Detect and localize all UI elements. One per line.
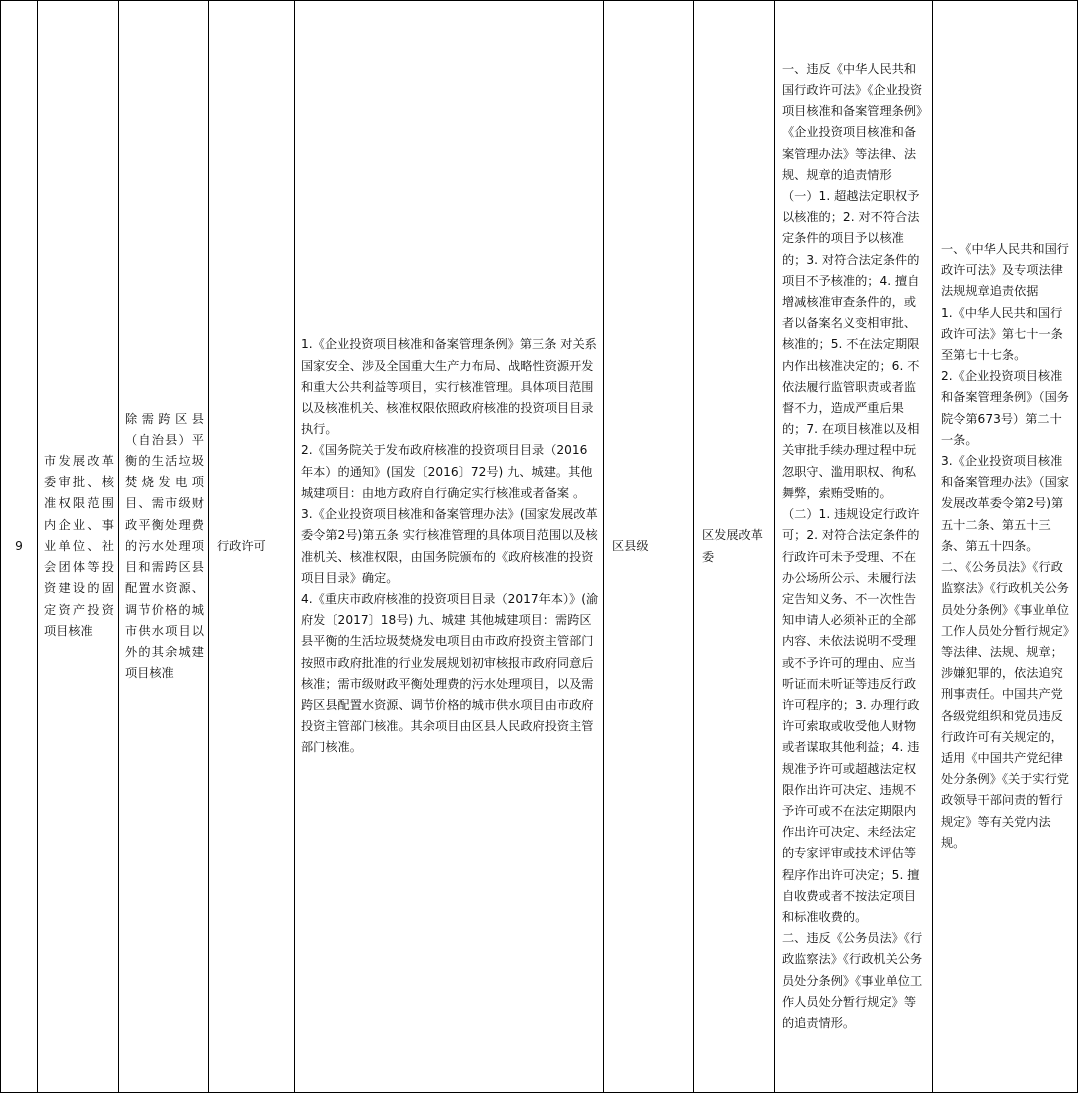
- power-type-cell: [209, 1, 295, 1093]
- liability-basis-cell: [933, 1, 1078, 1093]
- basis-item-2: 2.《国务院关于发布政府核准的投资项目目录（2016年本）的通知》(国发〔2016〕72号) 九、城建。其他城建项目：由地方政府自行确定实行核准或者备案 。: [301, 443, 593, 500]
- basis-item-4: 4.《重庆市政府核准的投资项目目录（2017年本）》(渝府发〔2017〕18号) 九、城建 其他城建项目：需跨区县平衡的生活垃圾焚烧发电项目由市政府投资主管部门按照市政府批准的行业发展规划初审核报市政府同意后核准；需市级财政平衡处理费的污水处理项目，以及需跨区县配置水资源、调节价格的城市供水项目由市政府投资主管部门核准。其余项目由区县人民政府投资主管部门核准。: [301, 591, 599, 755]
- implementing-body-text: 市发展改革委审批、核准权限范围内企业、事业单位、社会团体等投资建设的固定资产投资项目核准: [44, 454, 114, 638]
- liability-basis-2: 1.《中华人民共和国行政许可法》第七十一条至第七十七条。: [941, 305, 1063, 363]
- level-text: 区县级: [612, 538, 649, 553]
- level-cell: [604, 1, 694, 1093]
- row-number-cell: [1, 1, 38, 1093]
- basis-item-1: 1.《企业投资项目核准和备案管理条例》第三条 对关系国家安全、涉及全国重大生产力布局、战略性资源开发和重大公共利益等项目，实行核准管理。具体项目范围以及核准机关、核准权限依照政府核准的投资项目目录执行。: [301, 337, 597, 437]
- row-number: 9: [15, 538, 23, 553]
- liability-situation-4: 二、违反《公务员法》《行政监察法》《行政机关公务员处分条例》《事业单位工作人员处分暂行规定》等的追责情形。: [782, 931, 923, 1030]
- liability-situation-2: （一）1. 超越法定职权予以核准的；2. 对不符合法定条件的项目予以核准的；3. 对符合法定条件的项目不予核准的；4. 擅自增减核准审查条件的，或者以备案名义变相审批、核准的；5. 不在法定期限内作出核准决定的；6. 不依法履行监管职责或者监督不力，造成严重后果的；7. 在项目核准以及相关审批手续办理过程中玩忽职守、滥用职权、徇私舞弊，索贿受贿的。: [782, 189, 920, 500]
- item-name-cell: [119, 1, 209, 1093]
- department-text: 区发展改革委: [702, 528, 763, 564]
- liability-basis-3: 2.《企业投资项目核准和备案管理条例》（国务院令第673号）第二十一条。: [941, 369, 1069, 447]
- liability-basis-1: 一、《中华人民共和国行政许可法》及专项法律法规规章追责依据: [941, 242, 1069, 299]
- table-row: [1, 1, 1078, 1093]
- liability-basis-4: 3.《企业投资项目核准和备案管理办法》（国家发展改革委令第2号)第五十二条、第五十三条、第五十四条。: [941, 454, 1069, 553]
- basis-cell: [295, 1, 604, 1093]
- power-type-text: 行政许可: [217, 538, 266, 553]
- liability-situation-1: 一、违反《中华人民共和国行政许可法》《企业投资项目核准和备案管理条例》《企业投资项目核准和备案管理办法》等法律、法规、规章的追责情形: [782, 61, 923, 182]
- liability-basis-5: 二、《公务员法》《行政监察法》《行政机关公务员处分条例》《事业单位工作人员处分暂行规定》等法律、法规、规章；涉嫌犯罪的，依法追究刑事责任。中国共产党各级党组织和党员违反行政许可有关规定的，适用《中国共产党纪律处分条例》《关于实行党政领导干部问责的暂行规定》等有关党内法规。: [941, 560, 1069, 850]
- item-name-text: 除需跨区县（自治县）平衡的生活垃圾焚烧发电项目、需市级财政平衡处理费的污水处理项目和需跨区县配置水资源、调节价格的城市供水项目以外的其余城建项目核准: [125, 411, 204, 681]
- liability-situation-3: （二）1. 违规设定行政许可；2. 对符合法定条件的行政许可未予受理、不在办公场所公示、未履行法定告知义务、不一次性告知申请人必须补正的全部内容、未依法说明不受理或不予许可的理由、应当听证而未听证等违反行政许可程序的；3. 办理行政许可索取或收受他人财物或者谋取其他利益；4. 违规准予许可或超越法定权限作出许可决定、违规不予许可或不在法定期限内作出许可决定、未经法定的专家评审或技术评估等程序作出许可决定；5. 擅自收费或者不按法定项目和标准收费的。: [782, 507, 920, 924]
- liability-situations-cell: [775, 1, 933, 1093]
- basis-item-3: 3.《企业投资项目核准和备案管理办法》(国家发展改革委令第2号)第五条 实行核准管理的具体项目范围以及核准机关、核准权限，由国务院颁布的《政府核准的投资项目目录》确定。: [301, 507, 598, 585]
- implementing-body-cell: [38, 1, 119, 1093]
- department-cell: [694, 1, 775, 1093]
